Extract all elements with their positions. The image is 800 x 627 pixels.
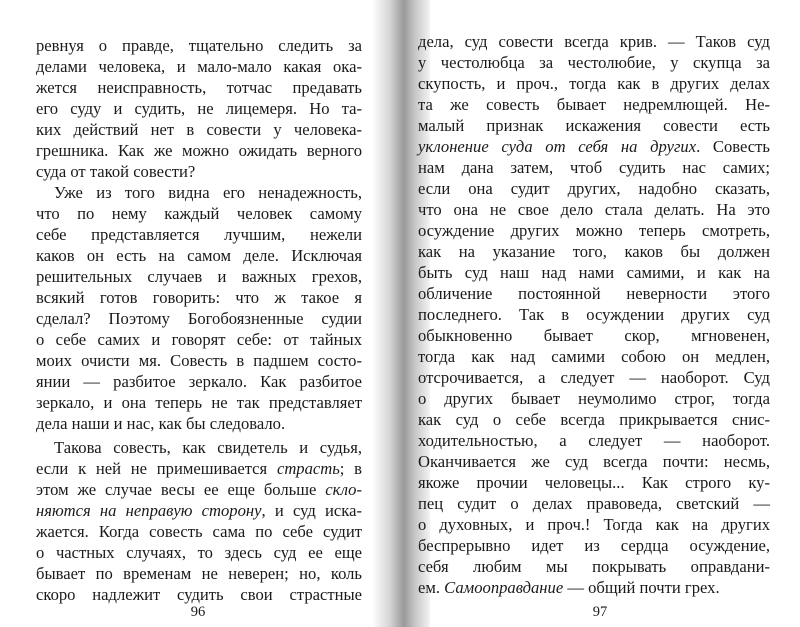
text-line: грешника. Как же можно ожидать верного xyxy=(36,141,362,160)
text-line: осуждение других можно теперь смотреть, xyxy=(418,221,770,240)
text-line: якоже прочии человецы... Как строго ку- xyxy=(418,473,770,492)
text-line: о других бывает неумолимо строг, тогда xyxy=(418,389,770,408)
text-line: Оканчивается же суд всегда почти: несмь, xyxy=(418,452,770,471)
text-line: тогда как над самими собою он медлен, xyxy=(418,347,770,366)
text-line: зеркало, и она теперь не так представляет xyxy=(36,393,362,412)
text-line: у честолюбца за честолюбие, у скупца за xyxy=(418,53,770,72)
text-line: каков он есть на самом деле. Исключая xyxy=(36,246,362,265)
text-line: та же совесть бывает недремлющей. Не- xyxy=(418,95,770,114)
text-line: нам дана затем, чтоб судить нас самих; xyxy=(418,158,770,177)
page-number: 97 xyxy=(592,604,608,620)
text-line xyxy=(36,480,362,500)
text-line: делами человека, и мало-мало какая ока- xyxy=(36,57,362,76)
text-line xyxy=(418,578,770,598)
text-line: янии — разбитое зеркало. Как разбитое xyxy=(36,372,362,391)
text-run: ; в xyxy=(339,459,363,478)
text-run: , и суд иска- xyxy=(261,501,363,520)
text-line: о духовных, и проч.! Тогда как на других xyxy=(418,515,770,534)
page-number: 96 xyxy=(190,604,206,620)
text-line: дела, суд совести всегда крив. — Таков суд xyxy=(418,32,770,51)
text-line: отсрочивается, а следует — наоборот. Суд xyxy=(418,368,770,387)
text-line: пец судит о делах правоведа, светский — xyxy=(418,494,770,513)
text-line: Такова совесть, как свидетель и судья, xyxy=(54,438,362,457)
text-run: . Совесть xyxy=(696,137,770,156)
text-line: ходительностью, а следует — наоборот. xyxy=(418,431,770,450)
text-line: как на указание того, каков бы должен xyxy=(418,242,770,261)
italic-run: няются на неправую сторону xyxy=(36,501,262,520)
text-line: обыкновенно бывает скор, мгновенен, xyxy=(418,326,770,345)
text-line: скупость, и проч., тогда как в других делах xyxy=(418,74,770,93)
text-line: что по нему каждый человек самому xyxy=(36,204,362,223)
text-line: беспрерывно идет из сердца осуждение, xyxy=(418,536,770,555)
text-line: о себе самих и говорят себе: от тайных xyxy=(36,330,362,349)
text-line: как суд о себе всегда прикрывается снис- xyxy=(418,410,770,429)
text-line xyxy=(36,459,362,479)
text-line: о частных случаях, то здесь суд ее еще xyxy=(36,543,362,562)
text-line: ревнуя о правде, тщательно следить за xyxy=(36,36,362,55)
text-line: дела наши и нас, как бы следовало. xyxy=(36,414,286,433)
text-line: бывает по временам не неверен; но, коль xyxy=(36,564,362,583)
text-line: ких действий нет в совести у человека- xyxy=(36,120,362,139)
text-line: себе представляется лучшим, нежели xyxy=(36,225,362,244)
text-line: жается. Когда совесть сама по себе судит xyxy=(36,522,362,541)
text-line xyxy=(36,501,362,521)
text-line: скоро надлежит судить свои страстные xyxy=(36,585,362,604)
text-line: последнего. Так в осуждении других суд xyxy=(418,305,770,324)
text-line: его суду и судить, не лицемеря. Но та- xyxy=(36,99,362,118)
text-line: моих очисти мя. Совесть в падшем состо- xyxy=(36,351,362,370)
text-line: быть суд наш над нами самими, и как на xyxy=(418,263,770,282)
text-run: этом же случае весы ее еще больше xyxy=(36,480,326,499)
italic-run: Самооправдание xyxy=(444,578,564,597)
text-line xyxy=(418,137,770,157)
text-line: всякий готов говорить: что ж такое я xyxy=(36,288,362,307)
text-line: обличение постоянной неверности этого xyxy=(418,284,770,303)
text-run: ем. xyxy=(418,578,445,597)
text-line: себя любим мы покрывать оправдани- xyxy=(418,557,770,576)
right-page xyxy=(400,0,800,627)
text-run: если к ней не примешивается xyxy=(36,459,277,478)
text-line: сделал? Поэтому Богобоязненные судии xyxy=(36,309,362,328)
text-run: — общий почти грех. xyxy=(563,578,720,597)
text-line: если она судит других, надобно сказать, xyxy=(418,179,770,198)
text-line: суда от такой совести? xyxy=(36,162,196,181)
text-line: малый признак искажения совести есть xyxy=(418,116,770,135)
text-line: что она не свое дело стала делать. На это xyxy=(418,200,770,219)
text-line: решительных случаев и важных грехов, xyxy=(36,267,362,286)
italic-run: уклонение суда от себя на других xyxy=(418,137,697,156)
text-line: Уже из того видна его ненадежность, xyxy=(54,183,362,202)
italic-run: страсть xyxy=(276,459,340,478)
text-line: жется неисправность, тотчас предавать xyxy=(36,78,362,97)
italic-run: скло- xyxy=(325,480,362,499)
